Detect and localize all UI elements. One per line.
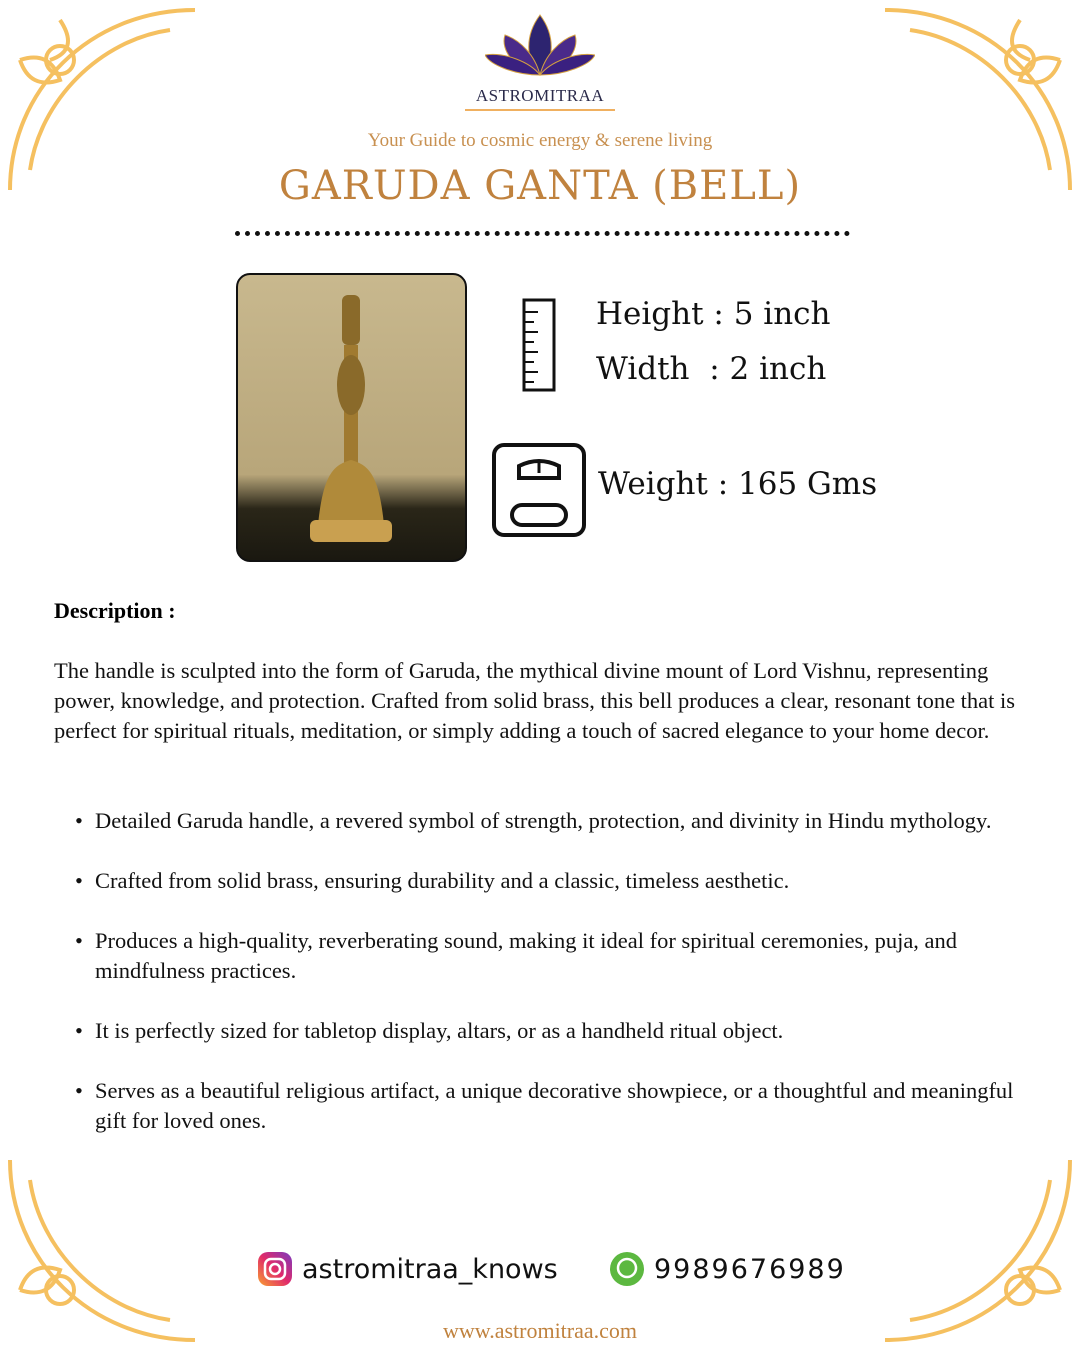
list-item: • Serves as a beautiful religious artifact, a unique decorative showpiece, or a thoughtful and meaningful gift for loved ones. <box>95 1076 1025 1136</box>
weight-spec: Weight : 165 Gms <box>598 466 878 502</box>
list-item: • It is perfectly sized for tabletop display, altars, or as a handheld ritual object. <box>95 1016 1025 1046</box>
instagram-contact[interactable] <box>258 1252 558 1286</box>
page-title: GARUDA GANTA (BELL) <box>278 163 802 209</box>
feature-list <box>95 806 1025 1166</box>
instagram-handle: astromitraa_knows <box>302 1253 558 1285</box>
height-spec: Height : 5 inch <box>596 296 831 332</box>
tagline: Your Guide to cosmic energy & serene living <box>367 130 713 151</box>
list-item: • Produces a high-quality, reverberating sound, making it ideal for spiritual ceremonies, puja, and mindfulness practices. <box>95 926 1025 986</box>
phone-number: 9989676989 <box>654 1253 846 1285</box>
ruler-icon <box>522 298 556 392</box>
list-item: • Detailed Garuda handle, a revered symbol of strength, protection, and divinity in Hindu mythology. <box>95 806 1025 836</box>
list-item: • Crafted from solid brass, ensuring durability and a classic, timeless aesthetic. <box>95 866 1025 896</box>
brand-name: ASTROMITRAA <box>475 86 605 105</box>
description-paragraph: The handle is sculpted into the form of Garuda, the mythical divine mount of Lord Vishnu, representing power, knowledge, and protection. Crafted from solid brass, this bell produces a clear, resonant tone that is perfect for spiritual rituals, meditation, or simply adding a touch of sacred elegance to your home decor. <box>54 658 1016 743</box>
description-heading: Description : <box>54 598 176 623</box>
lotus-icon <box>485 10 595 80</box>
divider <box>235 231 850 236</box>
instagram-icon <box>258 1252 292 1286</box>
width-spec: Width : 2 inch <box>596 351 827 387</box>
brand-logo <box>465 10 615 111</box>
whatsapp-contact[interactable] <box>610 1252 846 1286</box>
whatsapp-icon <box>610 1252 644 1286</box>
weight-scale-icon <box>492 443 586 537</box>
product-image <box>236 273 467 562</box>
website-link[interactable]: www.astromitraa.com <box>442 1318 638 1343</box>
